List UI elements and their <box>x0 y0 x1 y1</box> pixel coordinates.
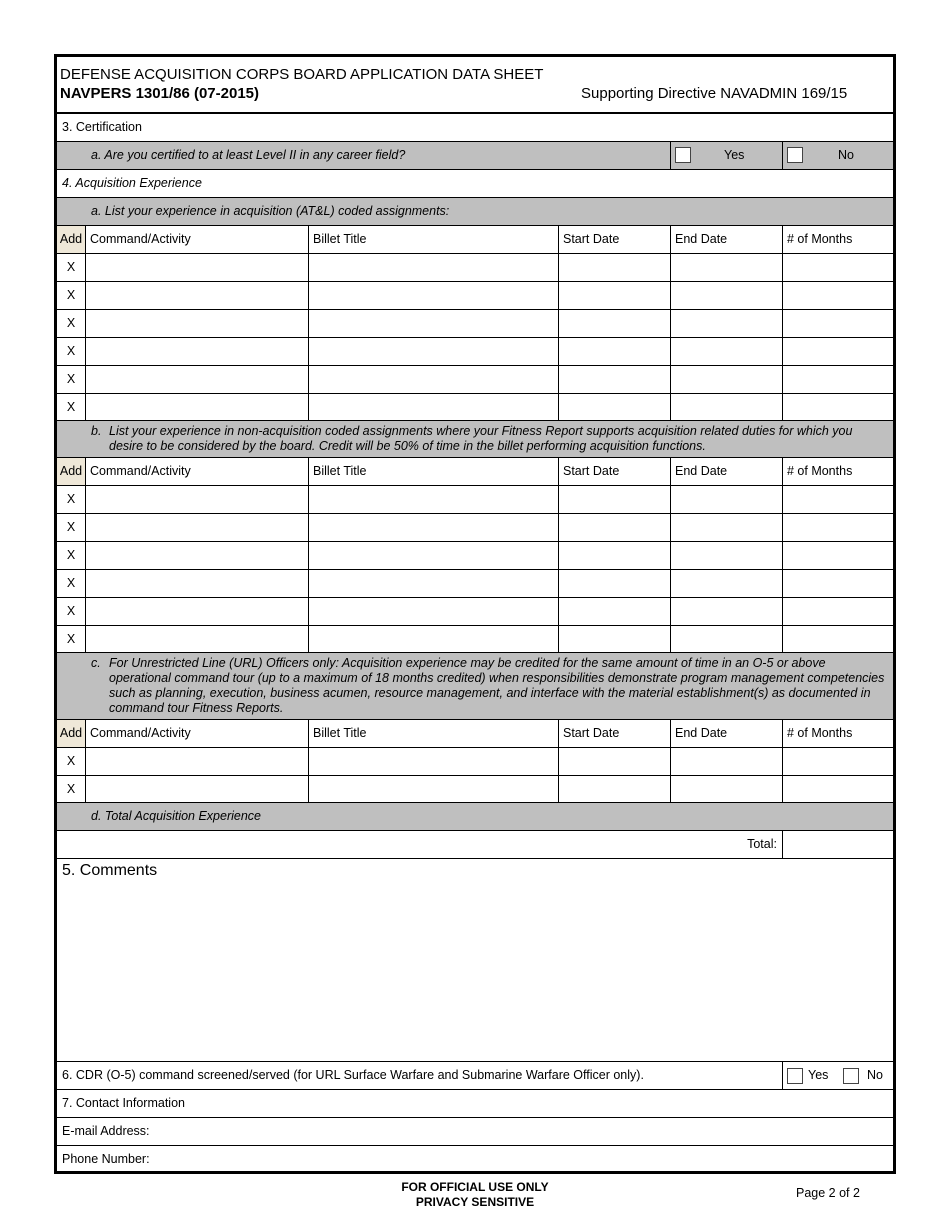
table-row <box>57 542 893 570</box>
end-date-header: End Date <box>670 720 782 747</box>
months-field[interactable] <box>782 486 893 513</box>
remove-row-button[interactable]: X <box>66 520 76 534</box>
end-date-field[interactable] <box>670 254 782 281</box>
end-date-field[interactable] <box>670 514 782 541</box>
remove-row-button[interactable]: X <box>66 260 76 274</box>
end-date-field[interactable] <box>670 542 782 569</box>
cdr-yes-label: Yes <box>808 1068 829 1082</box>
months-field[interactable] <box>782 310 893 337</box>
table-row <box>57 394 893 422</box>
remove-row-button[interactable]: X <box>66 548 76 562</box>
end-date-field[interactable] <box>670 282 782 309</box>
start-date-field[interactable] <box>558 338 670 365</box>
billet-title-field[interactable] <box>308 366 558 393</box>
certification-question-row <box>57 142 893 170</box>
cdr-answer-cell <box>782 1062 893 1089</box>
command-activity-field[interactable] <box>85 514 308 541</box>
command-activity-field[interactable] <box>85 366 308 393</box>
section-7-heading <box>57 1090 893 1118</box>
command-activity-field[interactable] <box>85 254 308 281</box>
start-date-field[interactable] <box>558 514 670 541</box>
form-title: DEFENSE ACQUISITION CORPS BOARD APPLICATION DATA SHEET <box>60 66 544 83</box>
section-4b-prefix: b. <box>91 424 102 438</box>
command-activity-field[interactable] <box>85 570 308 597</box>
table-row <box>57 514 893 542</box>
command-activity-field[interactable] <box>85 338 308 365</box>
remove-row-button[interactable]: X <box>66 604 76 618</box>
table-row <box>57 338 893 366</box>
table-row <box>57 282 893 310</box>
cert-no-checkbox[interactable] <box>787 147 803 163</box>
months-field[interactable] <box>782 514 893 541</box>
table-row <box>57 598 893 626</box>
table-row <box>57 626 893 654</box>
billet-title-field[interactable] <box>308 598 558 625</box>
section-4c-prefix: c. <box>91 656 101 670</box>
months-field[interactable] <box>782 776 893 802</box>
remove-row-button[interactable]: X <box>66 782 76 796</box>
remove-row-button[interactable]: X <box>66 344 76 358</box>
cdr-no-label: No <box>867 1068 883 1082</box>
section-6-row <box>57 1062 893 1090</box>
section-4d-text: d. Total Acquisition Experience <box>91 809 262 823</box>
billet-title-header: Billet Title <box>308 720 558 747</box>
comments-box[interactable] <box>57 856 893 1062</box>
acquisition-header-row <box>57 226 893 254</box>
billet-title-field[interactable] <box>308 254 558 281</box>
section-4a-heading <box>57 198 893 226</box>
start-date-field[interactable] <box>558 366 670 393</box>
start-date-field[interactable] <box>558 486 670 513</box>
cert-yes-label: Yes <box>724 148 745 162</box>
command-activity-field[interactable] <box>85 542 308 569</box>
months-field[interactable] <box>782 748 893 775</box>
section-4-title: 4. Acquisition Experience <box>62 176 202 190</box>
section-4b-paragraph <box>91 424 889 454</box>
months-field[interactable] <box>782 338 893 365</box>
non-acquisition-header-row <box>57 458 893 486</box>
section-4c-heading <box>57 653 893 720</box>
billet-title-field[interactable] <box>308 626 558 652</box>
remove-row-button[interactable]: X <box>66 492 76 506</box>
table-row <box>57 776 893 804</box>
start-date-header: Start Date <box>558 458 670 485</box>
start-date-field[interactable] <box>558 282 670 309</box>
section-7-title: 7. Contact Information <box>62 1096 185 1110</box>
end-date-field[interactable] <box>670 598 782 625</box>
supporting-directive: Supporting Directive NAVADMIN 169/15 <box>581 85 848 102</box>
total-row <box>57 831 893 859</box>
cert-no-label: No <box>838 148 854 162</box>
end-date-field[interactable] <box>670 626 782 652</box>
section-4d-heading <box>57 803 893 831</box>
add-column-header[interactable]: Add <box>57 226 85 253</box>
months-header: # of Months <box>782 458 893 485</box>
footer-line-1: FOR OFFICIAL USE ONLY <box>401 1180 549 1194</box>
billet-title-field[interactable] <box>308 776 558 802</box>
months-field[interactable] <box>782 542 893 569</box>
phone-label: Phone Number: <box>62 1152 150 1166</box>
cdr-yes-checkbox[interactable] <box>787 1068 803 1084</box>
start-date-field[interactable] <box>558 626 670 652</box>
start-date-field[interactable] <box>558 570 670 597</box>
add-column-header[interactable]: Add <box>57 720 85 747</box>
start-date-header: Start Date <box>558 226 670 253</box>
command-activity-field[interactable] <box>85 310 308 337</box>
billet-title-field[interactable] <box>308 542 558 569</box>
section-5-title: 5. Comments <box>62 862 158 879</box>
end-date-field[interactable] <box>670 394 782 420</box>
remove-row-button[interactable]: X <box>66 316 76 330</box>
billet-title-field[interactable] <box>308 570 558 597</box>
section-3-heading <box>57 114 893 142</box>
remove-row-button[interactable]: X <box>66 400 76 414</box>
end-date-header: End Date <box>670 458 782 485</box>
months-field[interactable] <box>782 626 893 652</box>
section-6-text: 6. CDR (O-5) command screened/served (for URL Surface Warfare and Submarine Warfare Officer only). <box>62 1068 644 1082</box>
billet-title-field[interactable] <box>308 338 558 365</box>
command-activity-header: Command/Activity <box>85 720 308 747</box>
command-activity-field[interactable] <box>85 486 308 513</box>
application-form <box>54 54 896 1174</box>
end-date-field[interactable] <box>670 570 782 597</box>
cert-yes-cell <box>670 142 782 169</box>
command-tour-header-row <box>57 720 893 748</box>
billet-title-header: Billet Title <box>308 226 558 253</box>
add-column-header[interactable]: Add <box>57 458 85 485</box>
table-row <box>57 748 893 776</box>
email-label: E-mail Address: <box>62 1124 150 1138</box>
section-4a-text: a. List your experience in acquisition (AT&L) coded assignments: <box>91 204 450 218</box>
command-activity-field[interactable] <box>85 598 308 625</box>
certification-question: a. Are you certified to at least Level II in any career field? <box>91 148 406 162</box>
table-row <box>57 570 893 598</box>
months-field[interactable] <box>782 570 893 597</box>
start-date-header: Start Date <box>558 720 670 747</box>
cert-yes-checkbox[interactable] <box>675 147 691 163</box>
form-header <box>57 57 893 114</box>
table-row <box>57 486 893 514</box>
start-date-field[interactable] <box>558 748 670 775</box>
months-field[interactable] <box>782 598 893 625</box>
remove-row-button[interactable]: X <box>66 754 76 768</box>
section-4c-text: For Unrestricted Line (URL) Officers only: Acquisition experience may be credited for the same amount of time in an O-5 or above operational command tour (up to a maximum of 18 months credited) when responsibilities demonstrate program management competencies such as planning, execution, business acumen, resource management, and interface with the material establishment(s) as documented in command tour Fitness Reports. <box>109 656 885 715</box>
section-3-title: 3. Certification <box>62 120 142 134</box>
end-date-field[interactable] <box>670 486 782 513</box>
table-row <box>57 366 893 394</box>
end-date-field[interactable] <box>670 310 782 337</box>
form-number: NAVPERS 1301/86 (07-2015) <box>60 85 259 102</box>
start-date-field[interactable] <box>558 598 670 625</box>
end-date-field[interactable] <box>670 366 782 393</box>
section-4c-paragraph <box>91 656 889 716</box>
email-row[interactable] <box>57 1118 893 1146</box>
end-date-field[interactable] <box>670 748 782 775</box>
months-field[interactable] <box>782 366 893 393</box>
total-label: Total: <box>747 837 777 851</box>
remove-row-button[interactable]: X <box>66 372 76 386</box>
cert-no-cell <box>782 142 893 169</box>
command-activity-field[interactable] <box>85 626 308 652</box>
start-date-field[interactable] <box>558 394 670 420</box>
section-4-heading <box>57 170 893 198</box>
total-months-field[interactable] <box>782 831 893 858</box>
billet-title-field[interactable] <box>308 310 558 337</box>
months-field[interactable] <box>782 254 893 281</box>
remove-row-button[interactable]: X <box>66 576 76 590</box>
billet-title-field[interactable] <box>308 748 558 775</box>
command-activity-field[interactable] <box>85 282 308 309</box>
billet-title-field[interactable] <box>308 486 558 513</box>
table-row <box>57 254 893 282</box>
end-date-field[interactable] <box>670 776 782 802</box>
footer-classification <box>350 1180 600 1210</box>
command-activity-field[interactable] <box>85 776 308 802</box>
end-date-field[interactable] <box>670 338 782 365</box>
months-field[interactable] <box>782 282 893 309</box>
billet-title-header: Billet Title <box>308 458 558 485</box>
page-number: Page 2 of 2 <box>796 1186 860 1200</box>
section-4b-text: List your experience in non-acquisition coded assignments where your Fitness Report supports acquisition related duties for which you desire to be considered by the board. Credit will be 50% of time in the billet performing acquisition functions. <box>109 424 853 453</box>
command-activity-field[interactable] <box>85 748 308 775</box>
start-date-field[interactable] <box>558 776 670 802</box>
end-date-header: End Date <box>670 226 782 253</box>
months-header: # of Months <box>782 226 893 253</box>
start-date-field[interactable] <box>558 542 670 569</box>
billet-title-field[interactable] <box>308 282 558 309</box>
command-activity-header: Command/Activity <box>85 458 308 485</box>
section-4b-heading <box>57 421 893 458</box>
remove-row-button[interactable]: X <box>66 288 76 302</box>
remove-row-button[interactable]: X <box>66 632 76 646</box>
months-field[interactable] <box>782 394 893 420</box>
footer-line-2: PRIVACY SENSITIVE <box>415 1195 535 1209</box>
command-activity-header: Command/Activity <box>85 226 308 253</box>
phone-row[interactable] <box>57 1146 893 1174</box>
billet-title-field[interactable] <box>308 514 558 541</box>
billet-title-field[interactable] <box>308 394 558 420</box>
start-date-field[interactable] <box>558 310 670 337</box>
months-header: # of Months <box>782 720 893 747</box>
cdr-no-checkbox[interactable] <box>843 1068 859 1084</box>
start-date-field[interactable] <box>558 254 670 281</box>
command-activity-field[interactable] <box>85 394 308 420</box>
table-row <box>57 310 893 338</box>
